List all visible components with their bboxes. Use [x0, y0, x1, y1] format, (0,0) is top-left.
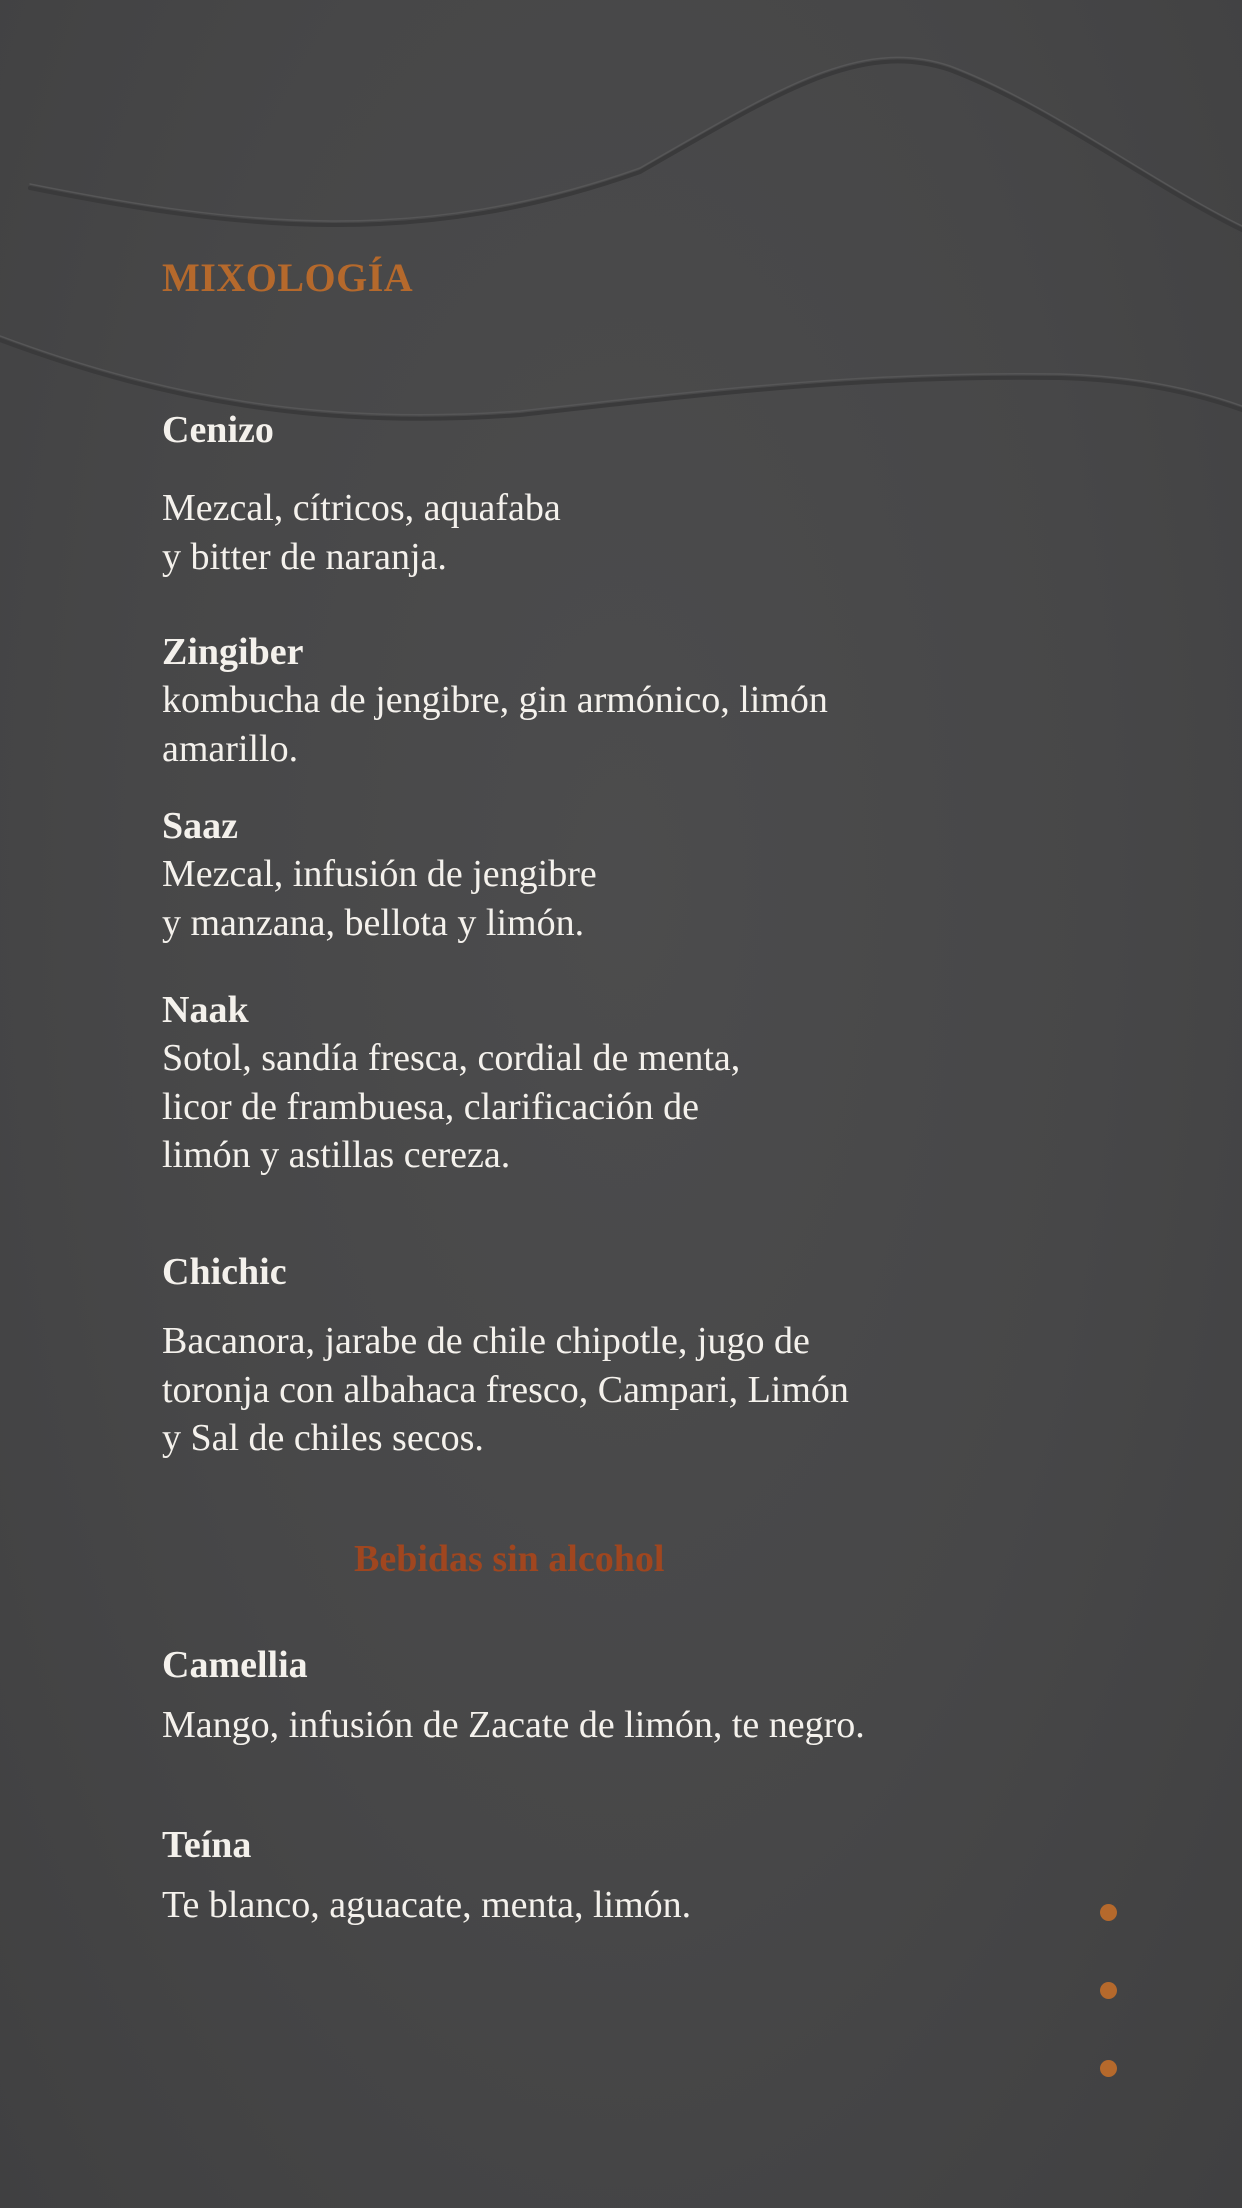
cocktail-description-saaz: Mezcal, infusión de jengibre y manzana, bellota y limón. [162, 853, 597, 944]
dot-icon [1100, 1982, 1117, 1999]
dot-icon [1100, 1904, 1117, 1921]
dot-icon [1100, 2060, 1117, 2077]
cocktail-name-naak: Naak [162, 989, 249, 1031]
drink-name-camellia: Camellia [162, 1644, 308, 1686]
cocktail-name-zingiber: Zingiber [162, 631, 304, 673]
cocktail-description-naak: Sotol, sandía fresca, cordial de menta, licor de frambuesa, clarificación de limón y astillas cereza. [162, 1037, 741, 1176]
drink-description-teina: Te blanco, aguacate, menta, limón. [162, 1884, 692, 1926]
cocktail-name-cenizo: Cenizo [162, 409, 274, 451]
cocktail-name-saaz: Saaz [162, 805, 238, 847]
cocktail-name-chichic: Chichic [162, 1251, 287, 1293]
cocktail-description-cenizo: Mezcal, cítricos, aquafaba y bitter de naranja. [162, 487, 561, 578]
drink-description-camellia: Mango, infusión de Zacate de limón, te negro. [162, 1704, 865, 1746]
non-alcoholic-title: Bebidas sin alcohol [354, 1538, 665, 1580]
cocktail-description-zingiber: kombucha de jengibre, gin armónico, limón amarillo. [162, 679, 828, 770]
wave-line-top-highlight [30, 57, 1242, 226]
cocktail-description-chichic: Bacanora, jarabe de chile chipotle, jugo de toronja con albahaca fresco, Campari, Limón y Sal de chiles secos. [162, 1320, 849, 1459]
drink-name-teina: Teína [162, 1824, 252, 1866]
section-title: MIXOLOGÍA [162, 255, 414, 300]
wave-line-top [30, 61, 1242, 230]
